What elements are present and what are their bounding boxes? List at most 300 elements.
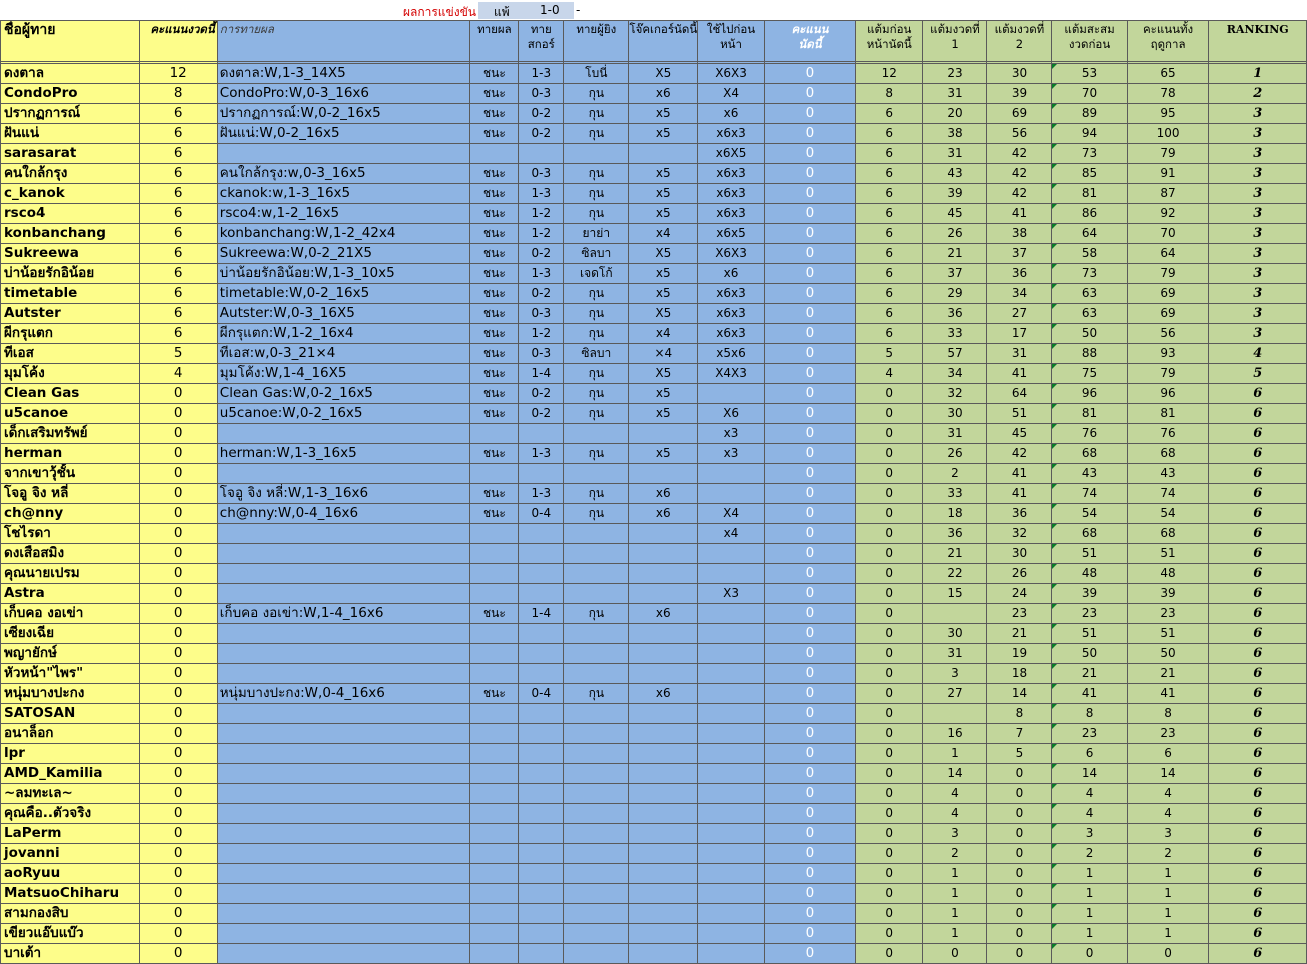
guess-result[interactable] (470, 644, 519, 664)
joker-value[interactable] (629, 744, 698, 764)
match-points[interactable]: 0 (764, 844, 855, 864)
player-name[interactable]: ~ลมทะเล~ (1, 784, 140, 804)
player-name[interactable]: ผีกรุแตก (1, 324, 140, 344)
joker-value[interactable] (629, 664, 698, 684)
match-points[interactable]: 0 (764, 104, 855, 124)
guess-result[interactable] (470, 864, 519, 884)
player-name[interactable]: c_kanok (1, 184, 140, 204)
round2-points[interactable]: 37 (987, 244, 1052, 264)
player-name[interactable]: aoRyuu (1, 864, 140, 884)
joker-value[interactable] (629, 564, 698, 584)
ranking[interactable]: 6 (1209, 604, 1307, 624)
season-points[interactable]: 50 (1127, 644, 1209, 664)
guess-text[interactable]: ทีเอส:w,0-3_21×4 (217, 344, 470, 364)
guess-scorer[interactable] (564, 944, 629, 964)
points-before[interactable]: 0 (856, 944, 923, 964)
joker-used[interactable] (698, 864, 765, 884)
guess-result[interactable]: ชนะ (470, 184, 519, 204)
points-before[interactable]: 0 (856, 564, 923, 584)
match-points[interactable]: 0 (764, 904, 855, 924)
match-points[interactable]: 0 (764, 644, 855, 664)
guess-text[interactable]: ckanok:w,1-3_16x5 (217, 184, 470, 204)
guess-scorer[interactable]: กุน (564, 684, 629, 704)
joker-value[interactable]: X5 (629, 364, 698, 384)
joker-value[interactable] (629, 844, 698, 864)
guess-score[interactable]: 0-2 (519, 384, 564, 404)
match-points[interactable]: 0 (764, 504, 855, 524)
player-name[interactable]: เซียงเฉีย (1, 624, 140, 644)
match-points[interactable]: 0 (764, 724, 855, 744)
joker-used[interactable]: x3 (698, 444, 765, 464)
guess-result[interactable]: ชนะ (470, 124, 519, 144)
round-points[interactable]: 0 (139, 504, 217, 524)
round-points[interactable]: 0 (139, 864, 217, 884)
guess-scorer[interactable] (564, 904, 629, 924)
season-points[interactable]: 43 (1127, 464, 1209, 484)
guess-scorer[interactable]: กุน (564, 504, 629, 524)
guess-result[interactable] (470, 564, 519, 584)
ranking[interactable]: 3 (1209, 104, 1307, 124)
round1-points[interactable]: 33 (923, 324, 987, 344)
joker-value[interactable]: x5 (629, 184, 698, 204)
round-points[interactable]: 0 (139, 904, 217, 924)
season-points[interactable]: 78 (1127, 84, 1209, 104)
ranking[interactable]: 6 (1209, 644, 1307, 664)
season-points[interactable]: 64 (1127, 244, 1209, 264)
round1-points[interactable]: 31 (923, 144, 987, 164)
season-points[interactable]: 91 (1127, 164, 1209, 184)
accum-points[interactable]: 63 (1052, 304, 1127, 324)
joker-used[interactable]: X4 (698, 84, 765, 104)
round2-points[interactable]: 64 (987, 384, 1052, 404)
player-name[interactable]: พญายักษ์ (1, 644, 140, 664)
player-name[interactable]: ดงเสือสมิง (1, 544, 140, 564)
joker-used[interactable]: X6X3 (698, 244, 765, 264)
match-points[interactable]: 0 (764, 744, 855, 764)
round-points[interactable]: 6 (139, 104, 217, 124)
guess-text[interactable]: ปรากฏการณ์:W,0-2_16x5 (217, 104, 470, 124)
round1-points[interactable]: 57 (923, 344, 987, 364)
round1-points[interactable]: 3 (923, 664, 987, 684)
guess-scorer[interactable]: กุน (564, 204, 629, 224)
ranking[interactable]: 2 (1209, 84, 1307, 104)
season-points[interactable]: 6 (1127, 744, 1209, 764)
guess-text[interactable]: herman:W,1-3_16x5 (217, 444, 470, 464)
guess-text[interactable] (217, 564, 470, 584)
guess-text[interactable]: Sukreewa:W,0-2_21X5 (217, 244, 470, 264)
guess-scorer[interactable] (564, 544, 629, 564)
joker-used[interactable]: X4 (698, 504, 765, 524)
season-points[interactable]: 14 (1127, 764, 1209, 784)
season-points[interactable]: 79 (1127, 364, 1209, 384)
header-match-points[interactable]: คะแนน นัดนี้ (764, 21, 855, 62)
round2-points[interactable]: 36 (987, 504, 1052, 524)
joker-used[interactable] (698, 824, 765, 844)
points-before[interactable]: 6 (856, 284, 923, 304)
round-points[interactable]: 0 (139, 744, 217, 764)
points-before[interactable]: 0 (856, 904, 923, 924)
guess-result[interactable] (470, 624, 519, 644)
round2-points[interactable]: 0 (987, 944, 1052, 964)
guess-text[interactable] (217, 644, 470, 664)
guess-scorer[interactable] (564, 584, 629, 604)
points-before[interactable]: 4 (856, 364, 923, 384)
guess-result[interactable] (470, 544, 519, 564)
guess-result[interactable] (470, 524, 519, 544)
guess-score[interactable]: 0-4 (519, 504, 564, 524)
match-points[interactable]: 0 (764, 764, 855, 784)
round2-points[interactable]: 24 (987, 584, 1052, 604)
round1-points[interactable]: 27 (923, 684, 987, 704)
season-points[interactable]: 2 (1127, 844, 1209, 864)
guess-result[interactable] (470, 784, 519, 804)
ranking[interactable]: 3 (1209, 204, 1307, 224)
round-points[interactable]: 0 (139, 764, 217, 784)
guess-score[interactable] (519, 744, 564, 764)
round2-points[interactable]: 42 (987, 144, 1052, 164)
accum-points[interactable]: 85 (1052, 164, 1127, 184)
ranking[interactable]: 6 (1209, 424, 1307, 444)
joker-value[interactable]: x4 (629, 324, 698, 344)
round1-points[interactable]: 15 (923, 584, 987, 604)
round-points[interactable]: 0 (139, 384, 217, 404)
guess-scorer[interactable]: กุน (564, 364, 629, 384)
season-points[interactable]: 54 (1127, 504, 1209, 524)
season-points[interactable]: 48 (1127, 564, 1209, 584)
accum-points[interactable]: 48 (1052, 564, 1127, 584)
joker-used[interactable]: x6x5 (698, 224, 765, 244)
joker-used[interactable] (698, 484, 765, 504)
match-points[interactable]: 0 (764, 564, 855, 584)
player-name[interactable]: konbanchang (1, 224, 140, 244)
guess-scorer[interactable]: กุน (564, 124, 629, 144)
joker-used[interactable] (698, 384, 765, 404)
joker-used[interactable]: x6x3 (698, 204, 765, 224)
ranking[interactable]: 6 (1209, 704, 1307, 724)
ranking[interactable]: 6 (1209, 864, 1307, 884)
guess-scorer[interactable]: ซิลบา (564, 344, 629, 364)
season-points[interactable]: 70 (1127, 224, 1209, 244)
player-name[interactable]: ch@nny (1, 504, 140, 524)
round2-points[interactable]: 41 (987, 204, 1052, 224)
round2-points[interactable]: 0 (987, 864, 1052, 884)
round1-points[interactable]: 43 (923, 164, 987, 184)
accum-points[interactable]: 73 (1052, 144, 1127, 164)
ranking[interactable]: 6 (1209, 924, 1307, 944)
accum-points[interactable]: 63 (1052, 284, 1127, 304)
match-points[interactable]: 0 (764, 584, 855, 604)
season-points[interactable]: 79 (1127, 144, 1209, 164)
accum-points[interactable]: 64 (1052, 224, 1127, 244)
round1-points[interactable] (923, 604, 987, 624)
match-points[interactable]: 0 (764, 784, 855, 804)
round1-points[interactable]: 30 (923, 404, 987, 424)
player-name[interactable]: ปรากฏการณ์ (1, 104, 140, 124)
guess-score[interactable]: 1-3 (519, 264, 564, 284)
round2-points[interactable]: 14 (987, 684, 1052, 704)
round-points[interactable]: 0 (139, 564, 217, 584)
ranking[interactable]: 6 (1209, 544, 1307, 564)
round-points[interactable]: 6 (139, 264, 217, 284)
guess-scorer[interactable]: กุน (564, 324, 629, 344)
guess-text[interactable]: ฝันแน่:W,0-2_16x5 (217, 124, 470, 144)
points-before[interactable]: 0 (856, 644, 923, 664)
guess-score[interactable]: 0-4 (519, 684, 564, 704)
round-points[interactable]: 0 (139, 604, 217, 624)
guess-scorer[interactable]: กุน (564, 484, 629, 504)
round1-points[interactable]: 4 (923, 784, 987, 804)
joker-value[interactable]: x5 (629, 284, 698, 304)
round-points[interactable]: 8 (139, 84, 217, 104)
joker-value[interactable]: x6 (629, 684, 698, 704)
player-name[interactable]: ดงตาล (1, 64, 140, 84)
round-points[interactable]: 0 (139, 624, 217, 644)
guess-text[interactable] (217, 664, 470, 684)
round1-points[interactable]: 1 (923, 884, 987, 904)
round1-points[interactable]: 36 (923, 524, 987, 544)
guess-result[interactable]: ชนะ (470, 364, 519, 384)
header-round2[interactable]: แต้มงวดที่ 2 (987, 21, 1052, 62)
points-before[interactable]: 0 (856, 524, 923, 544)
joker-used[interactable] (698, 724, 765, 744)
season-points[interactable]: 1 (1127, 904, 1209, 924)
match-points[interactable]: 0 (764, 244, 855, 264)
joker-used[interactable]: x6x3 (698, 324, 765, 344)
guess-text[interactable]: บ่าน้อยรักอิน้อย:W,1-3_10x5 (217, 264, 470, 284)
guess-score[interactable] (519, 644, 564, 664)
points-before[interactable]: 6 (856, 224, 923, 244)
round-points[interactable]: 0 (139, 484, 217, 504)
points-before[interactable]: 0 (856, 604, 923, 624)
guess-score[interactable]: 0-2 (519, 104, 564, 124)
round-points[interactable]: 6 (139, 244, 217, 264)
guess-score[interactable] (519, 464, 564, 484)
round-points[interactable]: 0 (139, 404, 217, 424)
season-points[interactable]: 95 (1127, 104, 1209, 124)
joker-value[interactable] (629, 584, 698, 604)
guess-text[interactable]: คนใกล้กรุง:w,0-3_16x5 (217, 164, 470, 184)
ranking[interactable]: 6 (1209, 784, 1307, 804)
joker-value[interactable] (629, 704, 698, 724)
season-points[interactable]: 65 (1127, 64, 1209, 84)
guess-result[interactable] (470, 924, 519, 944)
round2-points[interactable]: 21 (987, 624, 1052, 644)
ranking[interactable]: 6 (1209, 664, 1307, 684)
joker-used[interactable]: x4 (698, 524, 765, 544)
ranking[interactable]: 6 (1209, 524, 1307, 544)
guess-result[interactable] (470, 884, 519, 904)
accum-points[interactable]: 23 (1052, 604, 1127, 624)
joker-value[interactable] (629, 144, 698, 164)
round2-points[interactable]: 69 (987, 104, 1052, 124)
guess-score[interactable] (519, 584, 564, 604)
match-points[interactable]: 0 (764, 84, 855, 104)
points-before[interactable]: 0 (856, 764, 923, 784)
round2-points[interactable]: 0 (987, 924, 1052, 944)
guess-text[interactable]: หนุ่มบางปะกง:W,0-4_16x6 (217, 684, 470, 704)
ranking[interactable]: 6 (1209, 744, 1307, 764)
ranking[interactable]: 6 (1209, 444, 1307, 464)
joker-value[interactable]: x6 (629, 84, 698, 104)
joker-used[interactable] (698, 764, 765, 784)
joker-value[interactable]: x5 (629, 264, 698, 284)
guess-result[interactable] (470, 704, 519, 724)
round2-points[interactable]: 42 (987, 444, 1052, 464)
ranking[interactable]: 6 (1209, 844, 1307, 864)
ranking[interactable]: 6 (1209, 904, 1307, 924)
season-points[interactable]: 4 (1127, 784, 1209, 804)
joker-used[interactable]: X3 (698, 584, 765, 604)
guess-text[interactable] (217, 844, 470, 864)
accum-points[interactable]: 53 (1052, 64, 1127, 84)
points-before[interactable]: 8 (856, 84, 923, 104)
season-points[interactable]: 8 (1127, 704, 1209, 724)
season-points[interactable]: 93 (1127, 344, 1209, 364)
points-before[interactable]: 0 (856, 924, 923, 944)
accum-points[interactable]: 73 (1052, 264, 1127, 284)
joker-used[interactable] (698, 604, 765, 624)
points-before[interactable]: 0 (856, 824, 923, 844)
player-name[interactable]: บ่าน้อยรักอิน้อย (1, 264, 140, 284)
joker-used[interactable] (698, 544, 765, 564)
joker-used[interactable] (698, 644, 765, 664)
guess-score[interactable] (519, 824, 564, 844)
round-points[interactable]: 0 (139, 464, 217, 484)
round-points[interactable]: 6 (139, 324, 217, 344)
guess-scorer[interactable]: กุน (564, 444, 629, 464)
guess-scorer[interactable] (564, 764, 629, 784)
guess-result[interactable]: ชนะ (470, 264, 519, 284)
round2-points[interactable]: 26 (987, 564, 1052, 584)
match-points[interactable]: 0 (764, 444, 855, 464)
match-points[interactable]: 0 (764, 944, 855, 964)
guess-scorer[interactable] (564, 744, 629, 764)
guess-text[interactable]: Autster:W,0-3_16X5 (217, 304, 470, 324)
player-name[interactable]: timetable (1, 284, 140, 304)
ranking[interactable]: 6 (1209, 824, 1307, 844)
round1-points[interactable]: 31 (923, 84, 987, 104)
joker-value[interactable]: x5 (629, 124, 698, 144)
season-points[interactable]: 69 (1127, 284, 1209, 304)
guess-score[interactable]: 0-2 (519, 284, 564, 304)
joker-used[interactable]: x3 (698, 424, 765, 444)
points-before[interactable]: 0 (856, 744, 923, 764)
guess-result[interactable]: ชนะ (470, 224, 519, 244)
round-points[interactable]: 6 (139, 184, 217, 204)
ranking[interactable]: 6 (1209, 944, 1307, 964)
match-points[interactable]: 0 (764, 364, 855, 384)
round1-points[interactable]: 30 (923, 624, 987, 644)
guess-text[interactable]: ผีกรุแตก:W,1-2_16x4 (217, 324, 470, 344)
guess-score[interactable]: 0-2 (519, 124, 564, 144)
guess-score[interactable] (519, 144, 564, 164)
header-scorer[interactable]: ทายผู้ยิง (564, 21, 629, 62)
ranking[interactable]: 1 (1209, 64, 1307, 84)
accum-points[interactable]: 96 (1052, 384, 1127, 404)
joker-used[interactable]: X6X3 (698, 64, 765, 84)
points-before[interactable]: 6 (856, 164, 923, 184)
round1-points[interactable]: 34 (923, 364, 987, 384)
guess-score[interactable]: 1-4 (519, 604, 564, 624)
guess-text[interactable] (217, 764, 470, 784)
joker-value[interactable]: ×4 (629, 344, 698, 364)
guess-text[interactable] (217, 744, 470, 764)
accum-points[interactable]: 76 (1052, 424, 1127, 444)
joker-value[interactable] (629, 464, 698, 484)
round2-points[interactable]: 51 (987, 404, 1052, 424)
header-name[interactable]: ชื่อผู้ทาย (1, 21, 140, 62)
round2-points[interactable]: 0 (987, 824, 1052, 844)
guess-scorer[interactable]: ยาย่า (564, 224, 629, 244)
player-name[interactable]: SATOSAN (1, 704, 140, 724)
player-name[interactable]: มุมโค้ง (1, 364, 140, 384)
header-before[interactable]: แต้มก่อน หน้านัดนี้ (856, 21, 923, 62)
season-points[interactable]: 23 (1127, 724, 1209, 744)
round1-points[interactable]: 45 (923, 204, 987, 224)
guess-scorer[interactable] (564, 864, 629, 884)
ranking[interactable]: 3 (1209, 164, 1307, 184)
points-before[interactable]: 12 (856, 64, 923, 84)
guess-scorer[interactable] (564, 804, 629, 824)
guess-result[interactable] (470, 744, 519, 764)
guess-text[interactable] (217, 824, 470, 844)
player-name[interactable]: lpr (1, 744, 140, 764)
round1-points[interactable]: 26 (923, 224, 987, 244)
round1-points[interactable]: 1 (923, 924, 987, 944)
ranking[interactable]: 4 (1209, 344, 1307, 364)
guess-scorer[interactable]: กุน (564, 164, 629, 184)
ranking[interactable]: 3 (1209, 304, 1307, 324)
guess-result[interactable] (470, 584, 519, 604)
round1-points[interactable]: 37 (923, 264, 987, 284)
match-points[interactable]: 0 (764, 184, 855, 204)
round2-points[interactable]: 36 (987, 264, 1052, 284)
accum-points[interactable]: 3 (1052, 824, 1127, 844)
guess-result[interactable]: ชนะ (470, 164, 519, 184)
points-before[interactable]: 0 (856, 804, 923, 824)
player-name[interactable]: โชไรดา (1, 524, 140, 544)
guess-scorer[interactable] (564, 644, 629, 664)
joker-value[interactable] (629, 624, 698, 644)
ranking[interactable]: 3 (1209, 284, 1307, 304)
round-points[interactable]: 6 (139, 224, 217, 244)
points-before[interactable]: 0 (856, 784, 923, 804)
round-points[interactable]: 0 (139, 884, 217, 904)
accum-points[interactable]: 0 (1052, 944, 1127, 964)
match-points[interactable]: 0 (764, 264, 855, 284)
guess-score[interactable] (519, 884, 564, 904)
season-points[interactable]: 79 (1127, 264, 1209, 284)
guess-score[interactable]: 1-2 (519, 204, 564, 224)
accum-points[interactable]: 23 (1052, 724, 1127, 744)
guess-text[interactable] (217, 804, 470, 824)
player-name[interactable]: Astra (1, 584, 140, 604)
round1-points[interactable]: 14 (923, 764, 987, 784)
round-points[interactable]: 0 (139, 524, 217, 544)
joker-used[interactable] (698, 784, 765, 804)
player-name[interactable]: ฝันแน่ (1, 124, 140, 144)
season-points[interactable]: 68 (1127, 524, 1209, 544)
guess-score[interactable] (519, 524, 564, 544)
round1-points[interactable]: 33 (923, 484, 987, 504)
header-ranking[interactable]: RANKING (1209, 21, 1307, 62)
joker-value[interactable] (629, 924, 698, 944)
round1-points[interactable]: 36 (923, 304, 987, 324)
ranking[interactable]: 3 (1209, 264, 1307, 284)
round-points[interactable]: 0 (139, 924, 217, 944)
ranking[interactable]: 3 (1209, 184, 1307, 204)
guess-scorer[interactable] (564, 724, 629, 744)
